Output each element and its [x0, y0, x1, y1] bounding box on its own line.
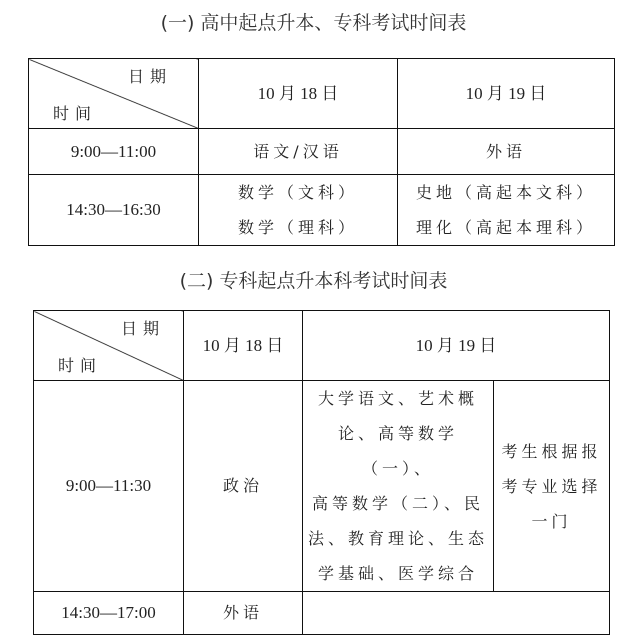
- table1-title: (一) 高中起点升本、专科考试时间表: [160, 12, 467, 34]
- table2-title: (二) 专科起点升本科考试时间表: [179, 270, 448, 292]
- subject-cell: 外语: [184, 592, 303, 635]
- subject-line: 论、高等数学（一）、: [337, 424, 458, 478]
- time-slot: 9:00—11:30: [34, 381, 184, 592]
- note-line: 一门: [531, 511, 572, 531]
- time-slot: 14:30—17:00: [34, 592, 184, 635]
- subject-list-cell: [303, 381, 494, 592]
- subject-line: 大学语文、艺术概: [317, 389, 478, 408]
- subject-line: 高等数学（二）、民: [311, 494, 484, 513]
- date-label: 日期: [120, 319, 165, 338]
- date-header-1: 10 月 18 日: [199, 59, 398, 129]
- date-header-2: 10 月 19 日: [303, 311, 610, 381]
- subject-cell: [398, 175, 615, 246]
- time-slot: 14:30—16:30: [29, 175, 199, 246]
- empty-cell: [303, 592, 610, 635]
- subject-line: 学基础、医学综合: [317, 564, 478, 583]
- date-header-1: 10 月 18 日: [184, 311, 303, 381]
- exam-schedule-table-2: [33, 310, 610, 635]
- subject-cell: 语文/汉语: [199, 129, 398, 175]
- time-label: 时间: [53, 104, 98, 123]
- corner-header: [29, 59, 199, 129]
- subject-cell: 政治: [184, 381, 303, 592]
- date-label: 日期: [127, 67, 172, 86]
- exam-schedule-table-1: [28, 58, 615, 246]
- subject-cell: [199, 175, 398, 246]
- subject-line: 数学（理科）: [237, 218, 358, 237]
- note-line: 考专业选择: [501, 476, 602, 496]
- note-cell: [494, 381, 610, 592]
- date-header-2: 10 月 19 日: [398, 59, 615, 129]
- time-slot: 9:00—11:00: [29, 129, 199, 175]
- subject-line: 史地（高起本文科）: [415, 183, 596, 202]
- corner-header: [34, 311, 184, 381]
- time-label: 时间: [58, 356, 103, 375]
- subject-line: 法、教育理论、生态: [307, 529, 488, 548]
- subject-line: 数学（文科）: [237, 183, 358, 202]
- note-line: 考生根据报: [501, 441, 602, 461]
- subject-line: 理化（高起本理科）: [415, 218, 596, 237]
- subject-cell: 外语: [398, 129, 615, 175]
